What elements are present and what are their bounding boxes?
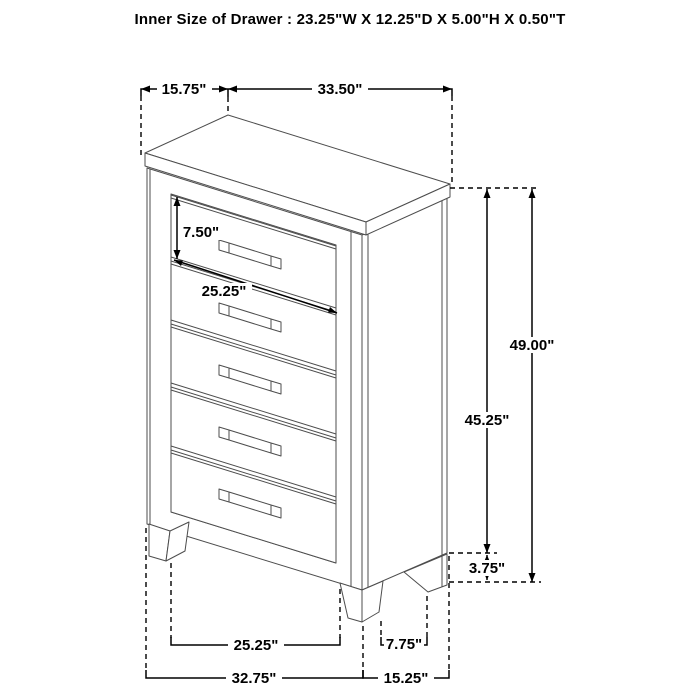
- svg-text:15.75": 15.75": [161, 81, 207, 98]
- dim-label-floor-depth: [378, 670, 434, 687]
- svg-text:32.75": 32.75": [231, 670, 277, 687]
- svg-text:7.50": 7.50": [182, 224, 220, 241]
- svg-text:7.75": 7.75": [385, 636, 423, 653]
- dim-label-top-depth: [157, 81, 212, 98]
- dim-label-body-height: [459, 412, 515, 429]
- svg-text:3.75": 3.75": [468, 560, 506, 577]
- svg-text:33.50": 33.50": [317, 81, 363, 98]
- diagram-title: Inner Size of Drawer : 23.25"W X 12.25"D X 5.00"H X 0.50"T: [134, 11, 566, 28]
- dim-body-height: [484, 189, 491, 553]
- svg-text:15.25": 15.25": [383, 670, 429, 687]
- svg-text:25.25": 25.25": [233, 637, 279, 654]
- chest-side-panel: [362, 198, 447, 590]
- dim-overall-height: [529, 189, 536, 582]
- dim-label-top-width: [312, 81, 368, 98]
- svg-text:25.25": 25.25": [201, 283, 247, 300]
- dim-label-overall-height: [504, 337, 560, 354]
- svg-text:49.00": 49.00": [509, 337, 555, 354]
- chest-drawing: [145, 115, 450, 622]
- dim-label-side-leg-gap: [384, 636, 424, 653]
- svg-text:45.25": 45.25": [464, 412, 510, 429]
- dim-label-front-leg-span: [228, 637, 284, 654]
- dim-label-drawer-front-width: [196, 283, 252, 300]
- dim-label-floor-width: [226, 670, 282, 687]
- dim-label-leg-height: [465, 560, 509, 577]
- dim-label-drawer-front-height: [180, 224, 222, 241]
